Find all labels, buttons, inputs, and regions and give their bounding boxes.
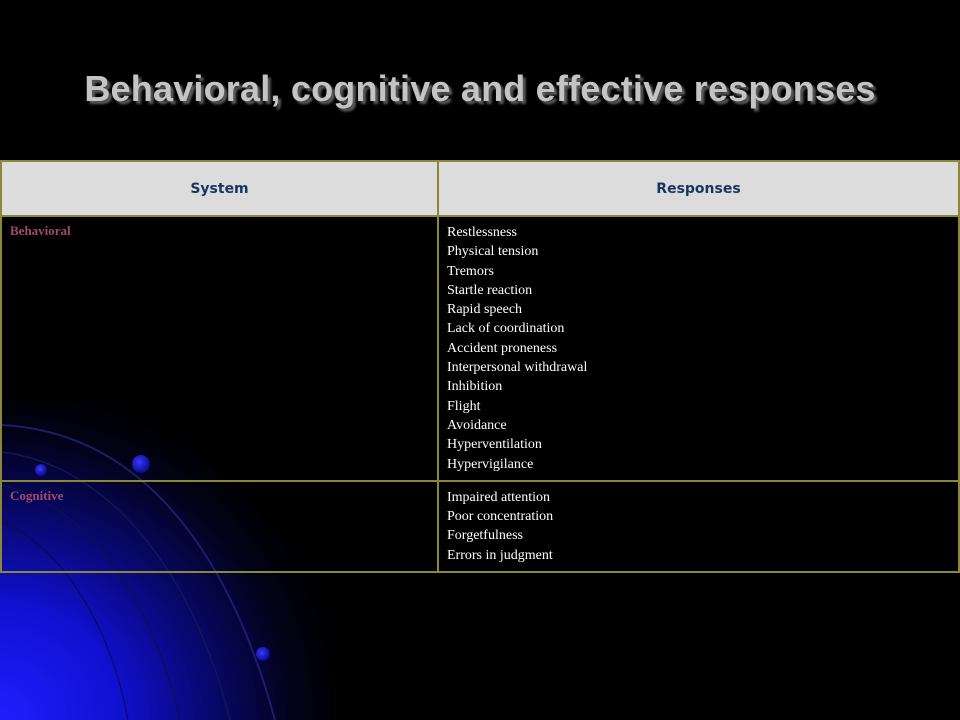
header-system: System [1,161,438,216]
responses-table [0,160,960,573]
response-item: Lack of coordination [447,321,565,337]
response-item: Impaired attention [447,489,551,505]
response-item: Startle reaction [447,282,533,298]
response-item: Errors in judgment [447,547,553,563]
response-item: Avoidance [447,417,507,433]
table-header-row [1,161,959,216]
response-item: Restlessness [447,225,517,240]
response-item: Flight [447,398,481,414]
response-item: Forgetfulness [447,528,523,544]
slide-title: Behavioral, cognitive and effective responses [84,68,876,109]
response-item: Hypervigilance [447,456,534,472]
response-item: Inhibition [447,379,503,395]
response-item: Hyperventilation [447,437,542,453]
system-cell: Cognitive [1,481,438,572]
response-item: Physical tension [447,244,539,260]
response-item: Poor concentration [447,509,554,525]
responses-cell [438,216,959,481]
table-row-behavioral [1,216,959,481]
responses-cell [438,481,959,572]
system-cell: Behavioral [1,216,438,481]
response-item: Tremors [447,263,494,279]
header-responses: Responses [438,161,959,216]
response-item: Accident proneness [447,340,558,356]
table-row-cognitive [1,481,959,572]
response-item: Rapid speech [447,302,523,318]
response-item: Interpersonal withdrawal [447,360,588,376]
decorative-dot [256,647,270,661]
